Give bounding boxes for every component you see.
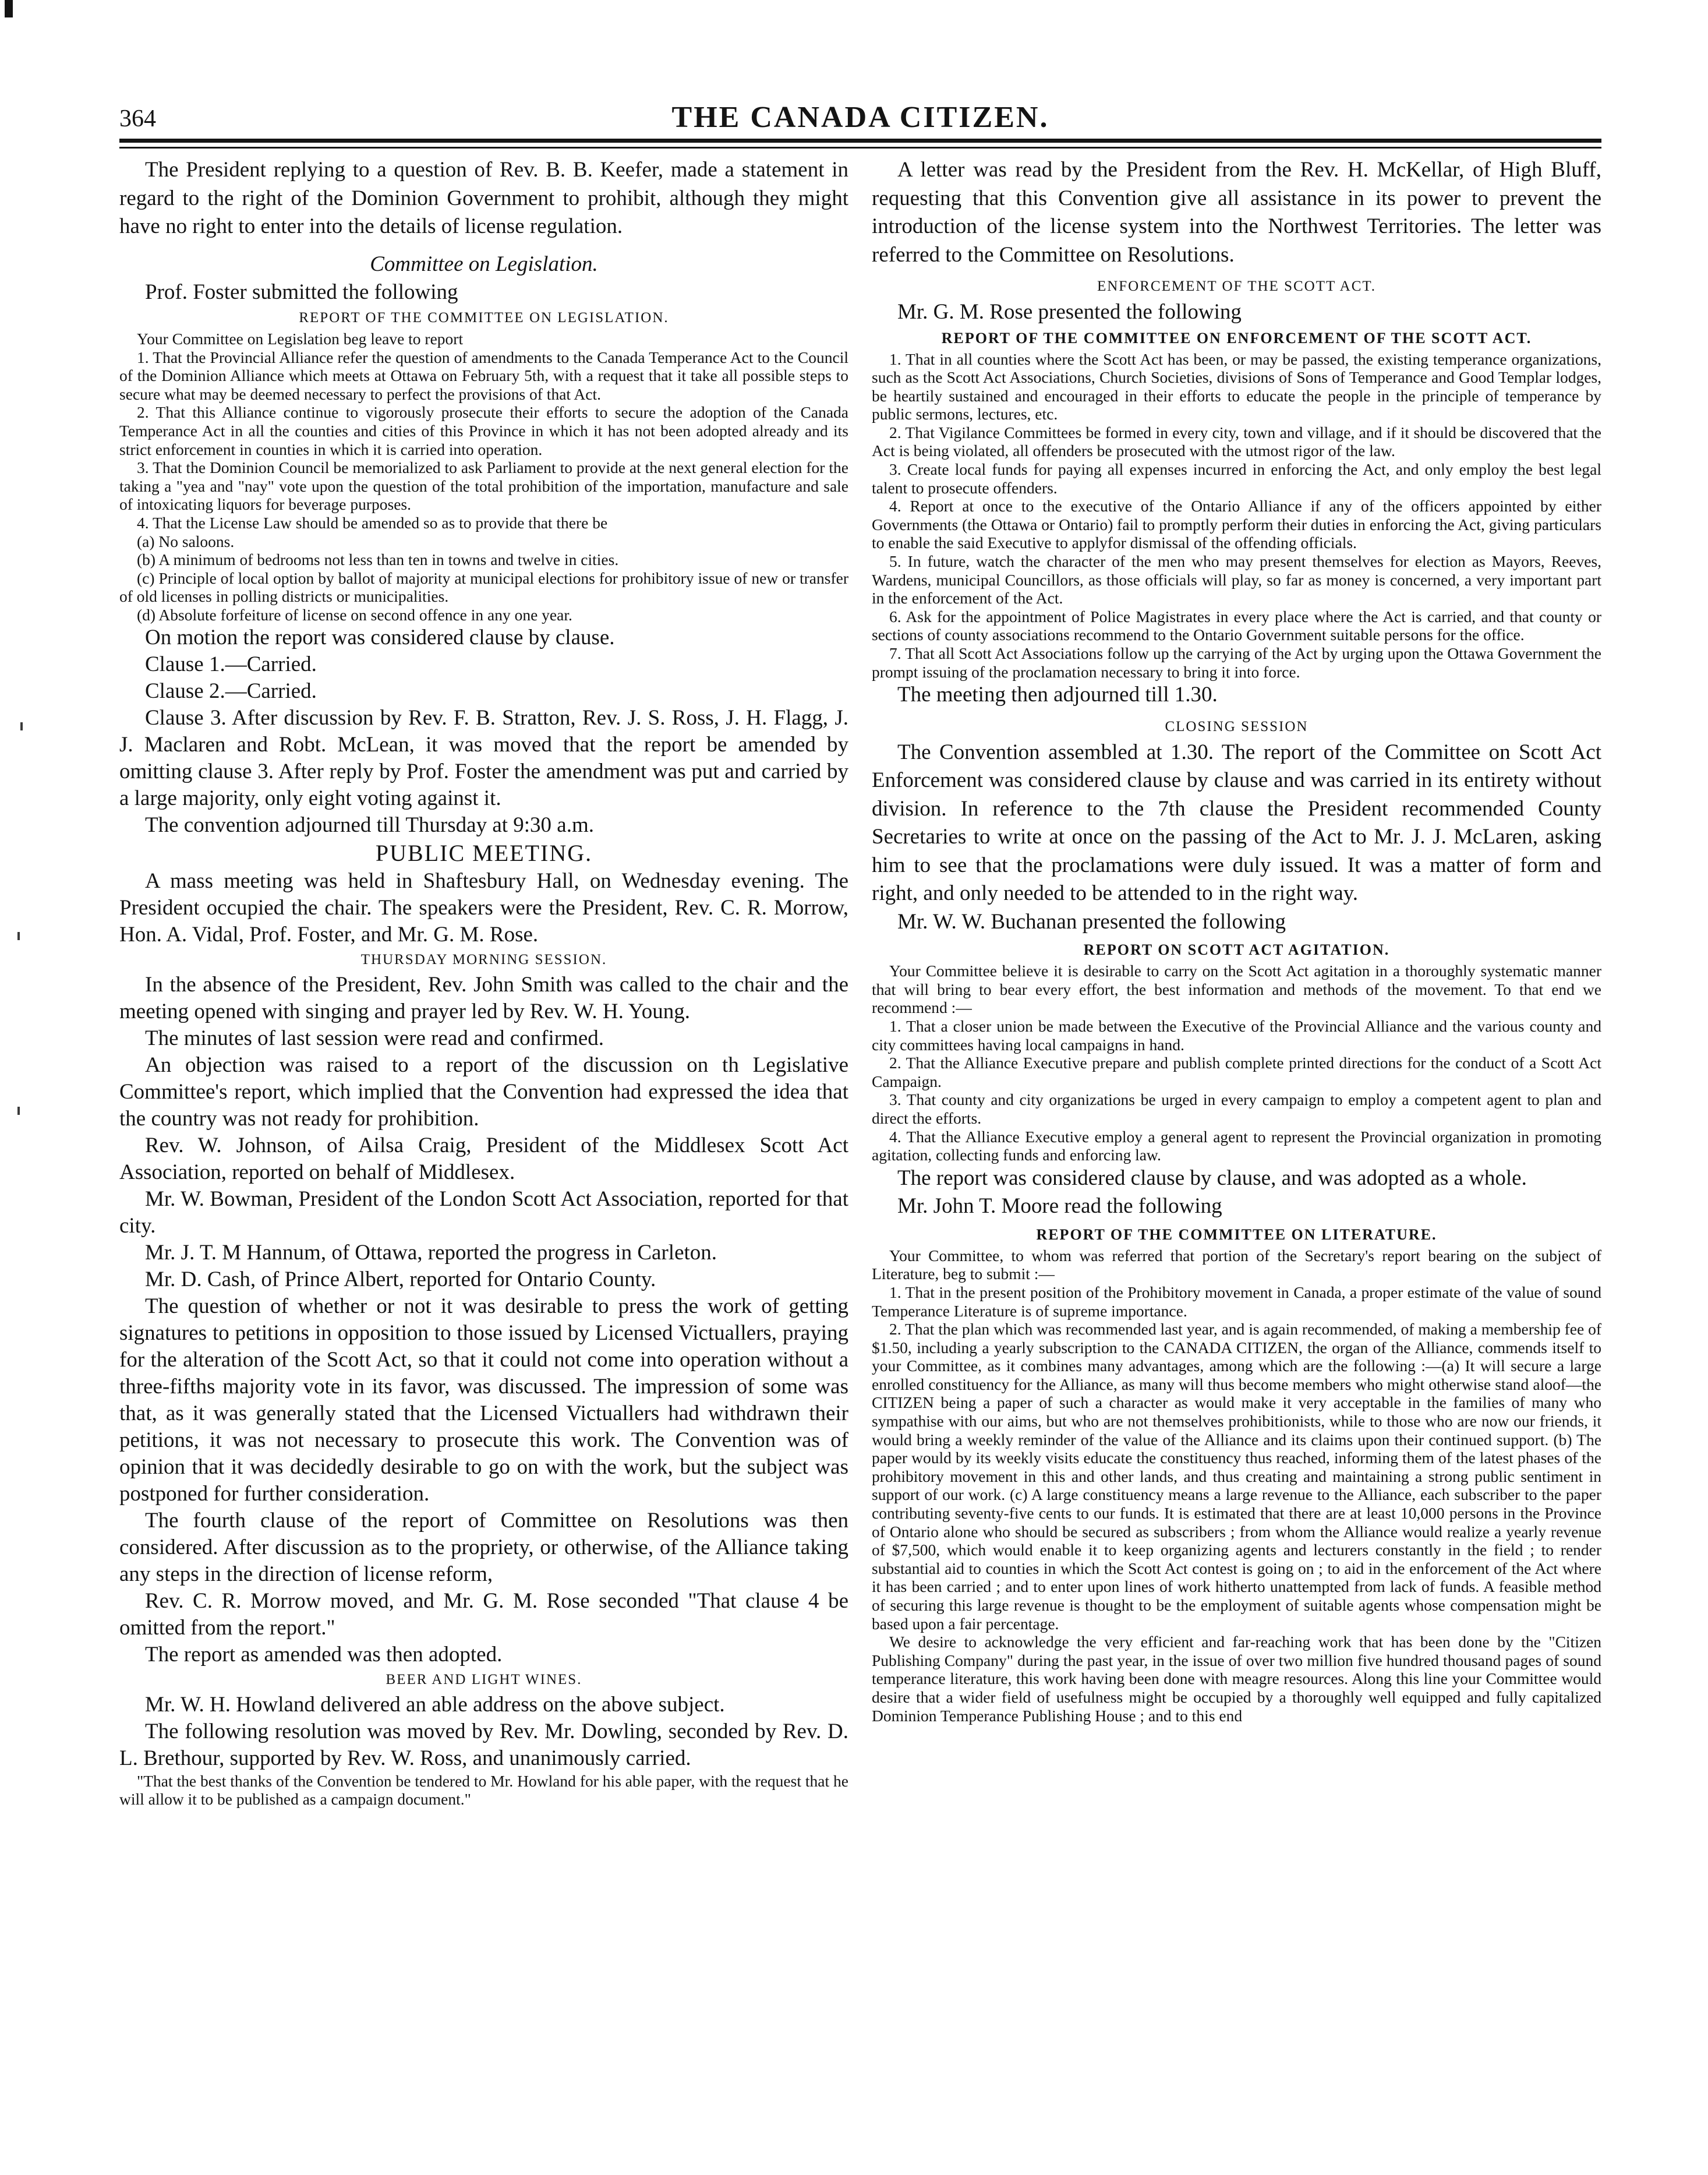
paragraph: Clause 1.—Carried.	[145, 652, 317, 676]
scan-mark	[20, 722, 23, 730]
report-item: 1. That in all counties where the Scott Act has been, or may be passed, the existing temperance organizations, such as the Scott Act Associations, Church Societies, divisions of Sons of Temperance and Good Templar lodges, be heartily sustained and encouraged in their efforts to educate the people in the principle of temperance by public sermons, lectures, etc.	[872, 349, 1601, 423]
paragraph: Rev. C. R. Morrow moved, and Mr. G. M. Rose seconded "That clause 4 be omitted from the report."	[119, 1588, 848, 1640]
paragraph: Mr. G. M. Rose presented the following	[897, 300, 1242, 324]
paragraph: Mr. W. H. Howland delivered an able address on the above subject.	[145, 1692, 725, 1717]
paragraph: Prof. Foster submitted the following	[145, 280, 458, 304]
report-item: 4. Report at once to the executive of the Ontario Alliance if any of the officers appointed by either Governments (the Ottawa or Ontario) fail to promptly perform their duties in enforcing the Act, giving particulars to enable the said Executive to applyfor dismissal of the offending officials.	[872, 497, 1601, 552]
report-item: 3. Create local funds for paying all expenses incurred in enforcing the Act, and only employ the best legal talent to prosecute offenders.	[872, 460, 1601, 497]
report-item: We desire to acknowledge the very efficient and far-reaching work that has been done by the "Citizen Publishing Company" during the past year, in the issue of over two million five hundred thousand pages of sound temperance literature, this work having been done with meagre resources. Along this line your Committee would desire that a wider field of usefulness might be occupied by a thoroughly well equipped and fully capitalized Dominion Temperance Publishing House ; and to this end	[872, 1633, 1601, 1725]
report-intro: Your Committee, to whom was referred that portion of the Secretary's report bearing on the subject of Literature, beg to submit :—	[872, 1246, 1601, 1283]
report-heading: REPORT OF THE COMMITTEE ON ENFORCEMENT OF THE SCOTT ACT.	[941, 329, 1532, 347]
masthead: THE CANADA CITIZEN.	[671, 101, 1049, 134]
report-subitem: (d) Absolute forfeiture of license on second offence in any one year.	[137, 605, 572, 624]
report-item: 1. That a closer union be made between the Executive of the Provincial Alliance and the various county and city committees having local campaigns in hand.	[872, 1016, 1601, 1054]
paragraph: The report as amended was then adopted.	[145, 1642, 503, 1666]
report-item: 1. That in the present position of the Prohibitory movement in Canada, a proper estimate of the value of sound Temperance Literature is of supreme importance.	[872, 1283, 1601, 1320]
paragraph: Clause 2.—Carried.	[145, 679, 317, 703]
report-intro: Your Committee on Legislation beg leave to report	[137, 330, 464, 348]
paragraph: An objection was raised to a report of the discussion on th Legislative Committee's report, which implied that the Convention had expressed the idea that the country was not ready for prohibition.	[119, 1053, 848, 1131]
paragraph: On motion the report was considered clause by clause.	[145, 625, 615, 649]
paragraph: Mr. W. W. Buchanan presented the following	[897, 909, 1286, 934]
report-subitem: (a) No saloons.	[137, 532, 235, 550]
report-item: 1. That the Provincial Alliance refer the question of amendments to the Canada Temperance Act to the Council of the Dominion Alliance which meets at Ottawa on February 5th, with a request that it take all possible steps to secure what may be deemed necessary to perfect the provisions of that Act.	[119, 348, 848, 403]
report-item: 3. That the Dominion Council be memorialized to ask Parliament to provide at the next general election for the taking a "yea and "nay" vote upon the question of the total prohibition of the importation, manufacture and sale of intoxicating liquors for beverage purposes.	[119, 458, 848, 514]
paragraph: Mr. W. Bowman, President of the London Scott Act Association, reported for that city.	[119, 1187, 848, 1238]
header-rule-thin	[119, 147, 1601, 149]
paragraph: Mr. John T. Moore read the following	[897, 1194, 1222, 1219]
left-column	[119, 156, 848, 1809]
report-heading: REPORT OF THE COMMITTEE ON LEGISLATION.	[299, 310, 669, 326]
paragraph: The report was considered clause by clause, and was adopted as a whole.	[897, 1166, 1527, 1190]
paragraph: The convention adjourned till Thursday at 9:30 a.m.	[145, 813, 595, 837]
paragraph: Mr. J. T. M Hannum, of Ottawa, reported the progress in Carleton.	[145, 1240, 717, 1265]
report-heading: REPORT OF THE COMMITTEE ON LITERATURE.	[1036, 1226, 1437, 1243]
report-item: 7. That all Scott Act Associations follow up the carrying of the Act by urging upon the Ottawa Government the prompt issuing of the proclamation necessary to bring it into force.	[872, 644, 1601, 681]
paragraph: A mass meeting was held in Shaftesbury Hall, on Wednesday evening. The President occupied the chair. The speakers were the President, Rev. C. R. Morrow, Hon. A. Vidal, Prof. Foster, and Mr. G. M. Rose.	[119, 868, 848, 947]
report-subitem: (b) A minimum of bedrooms not less than ten in towns and twelve in cities.	[137, 550, 619, 569]
right-column	[872, 156, 1601, 1725]
report-item: 5. In future, watch the character of the men who may present themselves for election as Mayors, Reeves, Wardens, municipal Councillors, as those officials will play, so far as money is concerned, a very important part in the enforcement of the Act.	[872, 552, 1601, 608]
header-rule-thick	[119, 139, 1601, 143]
section-heading: PUBLIC MEETING.	[375, 839, 593, 866]
paragraph: In the absence of the President, Rev. John Smith was called to the chair and the meeting opened with singing and prayer led by Rev. W. H. Young.	[119, 972, 848, 1023]
scan-edge-mark	[5, 0, 13, 17]
paragraph: Mr. D. Cash, of Prince Albert, reported for Ontario County.	[145, 1267, 656, 1291]
scan-mark	[17, 1107, 20, 1115]
paragraph: Clause 3. After discussion by Rev. F. B. Stratton, Rev. J. S. Ross, J. H. Flagg, J. J. Maclaren and Robt. McLean, it was moved that the report be amended by omitting clause 3. After reply by Prof. Foster the amendment was put and carried by a large majority, only eight voting against it.	[119, 705, 848, 810]
report-item: 2. That Vigilance Committees be formed in every city, town and village, and if it should be discovered that the Act is being violated, all offenders be prosecuted with the utmost rigor of the law.	[872, 423, 1601, 460]
section-heading: CLOSING SESSION	[1165, 718, 1309, 735]
report-item: 2. That the Alliance Executive prepare and publish complete printed directions for the conduct of a Scott Act Campaign.	[872, 1054, 1601, 1090]
report-intro: Your Committee believe it is desirable to carry on the Scott Act agitation in a thoroughly systematic manner that will bring to bear every effort, the best information and methods of the movement. To that end we recommend :—	[872, 962, 1601, 1017]
report-item: 2. That the plan which was recommended last year, and is again recommended, of making a membership fee of $1.50, including a yearly subscription to the CANADA CITIZEN, the organ of the Alliance, commends itself to your Committee, as it combines many advantages, among which are the following :—(a) It will secure a large enrolled constituency for the Alliance, as many will thus become members who might otherwise stand aloof—the CITIZEN being a paper of such a character as would make it very acceptable in the families of many who sympathise with our aims, but who are not themselves prohibitionists, while to those who are now our friends, it would bring a weekly reminder of the value of the Alliance and its claims upon their continued support. (b) The paper would by its weekly visits educate the constituency thus reached, informing them of the latest phases of the prohibitory movement in this and other lands, and thus creating and maintaining a strong public sentiment in support of our work. (c) A large constituency means a large revenue to the Alliance, each subscriber to the paper contributing seventy-five cents to our funds. It is estimated that there are at least 10,000 persons in the Province of Ontario alone who should be secured as subscribers ; from whom the Alliance would realize a yearly revenue of $7,500, which would enable it to keep organizing agents and lecturers constantly in the field ; to render substantial aid to counties in which the Scott Act contest is going on ; to aid in the enforcement of the Act where it has been carried ; and to enter upon lines of work hitherto unattempted from lack of funds. A feasible method of securing this large revenue is thought to be the employment of suitable agents whose compensation might be based upon a fair percentage.	[872, 1320, 1601, 1633]
report-item: 4. That the License Law should be amended so as to provide that there be	[137, 513, 608, 532]
paragraph: A letter was read by the President from the Rev. H. McKellar, of High Bluff, requesting that this Convention give all assistance in its power to prevent the introduction of the license system into the Northwest Territories. The letter was referred to the Committee on Resolutions.	[872, 158, 1601, 267]
paragraph: The question of whether or not it was desirable to press the work of getting signatures to petitions in opposition to those issued by Licensed Victuallers, praying for the alteration of the Scott Act, so that it could not come into operation without a three-fifths majority vote in its favor, was discussed. The impression of some was that, as it was generally stated that the Licensed Victuallers had withdrawn their petitions, it was not necessary to prosecute this work. The Convention was of opinion that it was decidedly desirable to go on with the work, but the subject was postponed for further consideration.	[119, 1294, 848, 1506]
paragraph: The President replying to a question of Rev. B. B. Keefer, made a statement in regard to the right of the Dominion Government to prohibit, although they might have no right to enter into the details of license regulation.	[119, 158, 848, 238]
section-heading: ENFORCEMENT OF THE SCOTT ACT.	[1097, 278, 1377, 294]
section-heading: BEER AND LIGHT WINES.	[386, 1671, 582, 1687]
paragraph: The Convention assembled at 1.30. The report of the Committee on Scott Act Enforcement was considered clause by clause and was carried in its entirety without division. In reference to the 7th clause the President recommended County Secretaries to write at once on the passing of the Act to Mr. J. J. McLaren, asking him to see that the proclamations were duly issued. It was a matter of form and right, and only needed to be attended to in the right way.	[872, 740, 1601, 906]
resolution-quote: "That the best thanks of the Convention be tendered to Mr. Howland for his able paper, with the request that he will allow it to be published as a campaign document."	[119, 1771, 848, 1809]
report-item: 3. That county and city organizations be urged in every campaign to employ a competent agent to plan and direct the efforts.	[872, 1090, 1601, 1127]
report-item: 6. Ask for the appointment of Police Magistrates in every place where the Act is carried, and that county or sections of county associations recommend to the Ontario Government suitable persons for the office.	[872, 607, 1601, 644]
report-heading: REPORT ON SCOTT ACT AGITATION.	[1083, 941, 1390, 959]
scan-mark	[17, 932, 20, 940]
paragraph: The following resolution was moved by Rev. Mr. Dowling, seconded by Rev. D. L. Brethour, supported by Rev. W. Ross, and unanimously carried.	[119, 1719, 848, 1770]
report-item: 2. That this Alliance continue to vigorously prosecute their efforts to secure the adoption of the Canada Temperance Act in all the counties and cities of this Province in which it has not been adopted already and its strict enforcement in counties in which it is carried into operation.	[119, 403, 848, 458]
page-number: 364	[119, 105, 156, 132]
section-heading: Committee on Legislation.	[370, 252, 598, 276]
report-item: 4. That the Alliance Executive employ a general agent to represent the Provincial organization in promoting agitation, collecting funds and enforcing law.	[872, 1127, 1601, 1164]
report-subitem: (c) Principle of local option by ballot of majority at municipal elections for prohibitory issue of new or transfer of old licenses in polling districts or municipalities.	[119, 569, 848, 606]
page-header	[119, 100, 1601, 135]
section-heading: THURSDAY MORNING SESSION.	[360, 951, 607, 968]
paragraph: Rev. W. Johnson, of Ailsa Craig, President of the Middlesex Scott Act Association, reported on behalf of Middlesex.	[119, 1133, 848, 1184]
paragraph: The minutes of last session were read and confirmed.	[145, 1026, 604, 1050]
paragraph: The fourth clause of the report of Committee on Resolutions was then considered. After discussion as to the propriety, or otherwise, of the Alliance taking any steps in the direction of license reform,	[119, 1508, 848, 1586]
paragraph: The meeting then adjourned till 1.30.	[897, 683, 1218, 707]
